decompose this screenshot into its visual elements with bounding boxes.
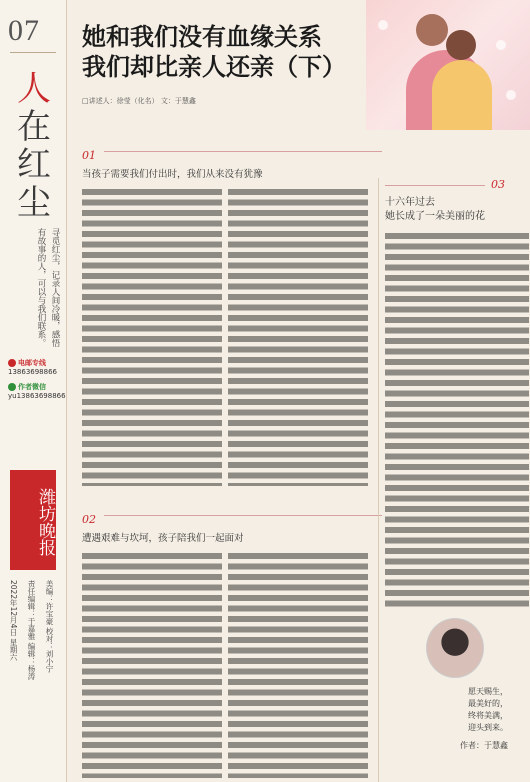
mail-value: 13863698866 bbox=[8, 368, 57, 376]
body-column bbox=[228, 186, 368, 486]
divider bbox=[104, 151, 382, 152]
mail-label: 电邮专线 bbox=[18, 359, 46, 367]
quote-line: 愿天赐生， bbox=[468, 687, 508, 696]
body-column bbox=[82, 186, 222, 486]
divider bbox=[385, 185, 485, 186]
body-column bbox=[228, 550, 368, 778]
section-title bbox=[12, 70, 56, 222]
headline-line: 我们却比亲人还亲（下） bbox=[82, 52, 346, 81]
hero-illustration bbox=[366, 0, 530, 130]
body-column bbox=[385, 230, 529, 610]
petal bbox=[378, 20, 388, 30]
sidebar bbox=[0, 0, 67, 782]
figure-head bbox=[446, 30, 476, 60]
art-credit: 美编：许宝豪 校对：刘小宁 bbox=[45, 580, 54, 673]
section-title-char: 人 bbox=[17, 69, 51, 109]
page-number: 07 bbox=[8, 14, 40, 47]
wechat-label: 作者微信 bbox=[18, 383, 46, 391]
editor-credit: 责任编辑：于嘉雅 编辑：杨涛 bbox=[27, 580, 36, 680]
byline: □讲述人：徐莹（化名） 文：于慧鑫 bbox=[82, 97, 196, 105]
author-photo bbox=[426, 618, 484, 678]
headline-line: 她和我们没有血缘关系 bbox=[82, 22, 322, 51]
section-number: 03 bbox=[491, 178, 505, 191]
issue-date: 2022年12月4日 星期六 bbox=[9, 580, 18, 661]
figure-body bbox=[432, 60, 492, 130]
quote-line: 迎头到来。 bbox=[468, 723, 508, 732]
wechat-value: yu13863698866 bbox=[8, 392, 66, 400]
section-subhead-02: 遭遇艰难与坎坷，孩子陪我们一起面对 bbox=[82, 533, 244, 544]
section-header-02 bbox=[82, 508, 382, 526]
section-header-03 bbox=[385, 178, 525, 192]
figure-head bbox=[416, 14, 448, 46]
divider bbox=[10, 52, 56, 53]
headline bbox=[82, 22, 346, 82]
section-title-char: 尘 bbox=[17, 183, 51, 223]
contact-info bbox=[8, 358, 66, 406]
section-subhead-03 bbox=[385, 196, 485, 224]
quote-line: 终将美满， bbox=[468, 711, 508, 720]
body-column bbox=[82, 550, 222, 778]
section-blurb: 寻觅红尘，记录人间冷暖，感悟有故事的人，可以与我们联系。 bbox=[36, 228, 60, 347]
divider bbox=[104, 515, 382, 516]
author-quote bbox=[434, 686, 508, 752]
author-name: 作者：于慧鑫 bbox=[460, 741, 508, 750]
section-title-char: 红 bbox=[17, 145, 51, 185]
petal bbox=[496, 40, 506, 50]
section-number: 02 bbox=[82, 513, 96, 526]
section-title-char: 在 bbox=[17, 107, 51, 147]
quote-line: 最美好的， bbox=[468, 699, 508, 708]
subhead-line: 她长成了一朵美丽的花 bbox=[385, 211, 485, 222]
phone-icon bbox=[8, 359, 16, 367]
newspaper-logo: 潍坊晚报 bbox=[10, 470, 56, 570]
section-number: 01 bbox=[82, 149, 96, 162]
section-subhead-01: 当孩子需要我们付出时，我们从来没有犹豫 bbox=[82, 169, 263, 180]
petal bbox=[506, 90, 516, 100]
section-header-01 bbox=[82, 144, 382, 162]
wechat-icon bbox=[8, 383, 16, 391]
subhead-line: 十六年过去 bbox=[385, 197, 435, 208]
